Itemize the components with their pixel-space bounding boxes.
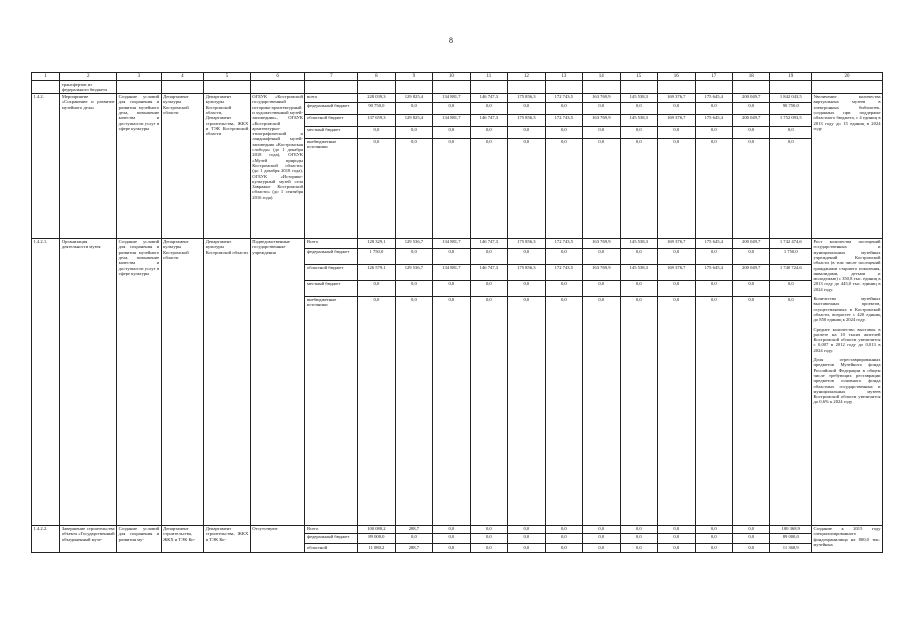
value-cell: 0,0 [358, 280, 395, 296]
value-cell: 0,0 [545, 533, 582, 543]
value-cell: 0,0 [508, 248, 545, 264]
value-cell: 134 881,7 [433, 114, 470, 126]
value-cell: 0,0 [733, 138, 770, 238]
row-coexecutor: Департамент культуры Костромской области, Департамент строительства, ЖКХ и ТЭК Костромской области [204, 93, 251, 238]
value-cell: 0,0 [733, 544, 770, 552]
row-executor: Департамент строительства, ЖКХ и ТЭК Ко- [161, 525, 204, 552]
value-cell: 0,0 [770, 138, 812, 238]
value-cell: 175 645,4 [695, 264, 732, 280]
header-col-2: 2 [60, 73, 117, 81]
row-code: 1.4.2.2. [32, 525, 60, 552]
value-cell: 169 376,7 [658, 238, 695, 248]
value-cell: 0,0 [433, 296, 470, 525]
value-cell: 200 049,7 [733, 264, 770, 280]
value-cell: 0,0 [695, 280, 732, 296]
value-cell: 0,0 [658, 126, 695, 138]
value-cell: 0,0 [658, 248, 695, 264]
value-cell: 288,7 [395, 525, 432, 533]
result-paragraph: Увеличение количества виртуальных музеев в электронных библиотек, созданных при поддержке областного бюджета, с 4 единиц в 2013 году до 15 единиц в 2024 году [813, 94, 881, 131]
value-cell: 129 825,4 [395, 93, 432, 102]
source-name: местный бюджет [305, 280, 358, 296]
source-name: местный бюджет [305, 126, 358, 138]
value-cell: 0,0 [620, 102, 657, 114]
value-cell: 0,0 [470, 102, 507, 114]
value-cell: 0,0 [395, 533, 432, 543]
source-name: Всего [305, 525, 358, 533]
row-result [812, 93, 883, 238]
header-col-19: 19 [770, 73, 812, 81]
value-cell: 146 747,3 [470, 264, 507, 280]
value-cell: 175 856,3 [508, 264, 545, 280]
value-cell: 1 740 724,6 [770, 264, 812, 280]
value-cell: 0,0 [545, 525, 582, 533]
row-name: Организация деятельности музея [60, 238, 117, 525]
value-cell: 146 747,3 [470, 114, 507, 126]
value-cell: 0,0 [508, 533, 545, 543]
result-paragraph: Создание к 2015 году специализированного фондохранилища на 800,0 тыс. музейных [813, 526, 881, 547]
row-participants: ОГБУК «Костромской государственный историко-архитектурный и художественный музей-заповедник», ОГБУК «Костромской архитектурно-этнографический и ландшафтный музей-заповедник «Костромская слобода» (до 1 декабря 2018 года), ОГБУК «Музей природы Костромской области» (до 1 декабря 2018 года), ОГБУК «Историко-культурный музей села Завражье Костромской области» (до 1 сентября 2016 года) [250, 93, 305, 238]
value-cell: 0,0 [583, 280, 620, 296]
value-cell: 0,0 [770, 126, 812, 138]
value-cell: 0,0 [583, 138, 620, 238]
header-col-18: 18 [733, 73, 770, 81]
header-col-6: 6 [250, 73, 305, 81]
value-cell: 145 538,3 [620, 238, 657, 248]
value-cell: 0,0 [583, 544, 620, 552]
value-cell: 137 659,3 [358, 114, 395, 126]
value-cell: 0,0 [733, 280, 770, 296]
source-name: областной бюджет [305, 264, 358, 280]
value-cell: 0,0 [620, 126, 657, 138]
header-col-5: 5 [204, 73, 251, 81]
value-cell: 175 645,4 [695, 114, 732, 126]
value-cell: 200 049,7 [733, 238, 770, 248]
value-cell: 175 856,3 [508, 93, 545, 102]
value-cell: 146 747,3 [470, 238, 507, 248]
value-cell: 0,0 [733, 296, 770, 525]
result-paragraph: Среднее количество выставок в расчете на 10 тысяч жителей Костромской области увеличится с 0,007 в 2012 году до 0,013 в 2024 году. [813, 326, 881, 353]
value-cell: 0,0 [583, 126, 620, 138]
source-row [32, 93, 883, 102]
row-executor: Департамент культуры Костромской области [161, 238, 204, 525]
value-cell: 0,0 [470, 126, 507, 138]
header-col-7: 7 [305, 73, 358, 81]
value-cell: 0,0 [583, 533, 620, 543]
row-goal: Создание условий для сохранения и развития му- [117, 525, 162, 552]
value-cell: 0,0 [358, 296, 395, 525]
value-cell: 172 743,5 [545, 264, 582, 280]
value-cell: 0,0 [733, 126, 770, 138]
value-cell: 11 080,2 [358, 544, 395, 552]
value-cell: 172 743,5 [545, 114, 582, 126]
value-cell: 175 856,3 [508, 238, 545, 248]
value-cell: 169 376,7 [658, 93, 695, 102]
value-cell: 175 856,3 [508, 114, 545, 126]
value-cell: 145 538,3 [620, 114, 657, 126]
value-cell: 0,0 [508, 102, 545, 114]
value-cell: 126 579,1 [358, 264, 395, 280]
value-cell: 175 645,4 [695, 238, 732, 248]
value-cell: 0,0 [433, 544, 470, 552]
value-cell: 0,0 [395, 102, 432, 114]
value-cell: 1 742 474,6 [770, 238, 812, 248]
value-cell: 175 645,4 [695, 93, 732, 102]
value-cell: 11 368,9 [770, 544, 812, 552]
value-cell: 0,0 [695, 525, 732, 533]
value-cell: 0,0 [583, 296, 620, 525]
source-name: федеральный бюджет [305, 102, 358, 114]
value-cell: 89 000,0 [770, 533, 812, 543]
value-cell: 0,0 [733, 248, 770, 264]
row-goal: Создание условий для сохранения и развития музейного дела, повышение качества и доступности услуг в сфере культуры [117, 93, 162, 238]
value-cell: 0,0 [658, 138, 695, 238]
value-cell: 100 080,2 [358, 525, 395, 533]
value-cell: 0,0 [695, 544, 732, 552]
source-name: областной бюджет [305, 114, 358, 126]
value-cell: 0,0 [470, 296, 507, 525]
header-col-20: 20 [812, 73, 883, 81]
value-cell: 0,0 [620, 525, 657, 533]
header-col-1: 1 [32, 73, 60, 81]
value-cell: 0,0 [658, 102, 695, 114]
value-cell: 0,0 [470, 544, 507, 552]
value-cell: 0,0 [695, 533, 732, 543]
value-cell: 0,0 [395, 280, 432, 296]
header-col-13: 13 [545, 73, 582, 81]
header-col-12: 12 [508, 73, 545, 81]
value-cell: 0,0 [470, 525, 507, 533]
value-cell: 163 769,9 [583, 114, 620, 126]
value-cell: 0,0 [545, 126, 582, 138]
value-cell: 1 750,0 [770, 248, 812, 264]
value-cell: 1 842 043,5 [770, 93, 812, 102]
source-name: федеральный бюджет [305, 533, 358, 543]
result-paragraph: Количество музейных выставочных проектов, осуществляемых в Костромской области, возрастет с 420 единиц до 850 единиц к 2024 году. [813, 296, 881, 323]
value-cell: 0,0 [508, 280, 545, 296]
source-name: федеральный бюджет [305, 248, 358, 264]
row-code: 1.4.2. [32, 93, 60, 238]
row-goal: Создание условий для сохранения и развития музейного дела, повышение качества и доступности услуг в сфере культуры [117, 238, 162, 525]
value-cell: 0,0 [733, 533, 770, 543]
value-cell: 0,0 [470, 138, 507, 238]
value-cell: 0,0 [470, 248, 507, 264]
value-cell: 134 881,7 [433, 238, 470, 248]
value-cell: 0,0 [733, 102, 770, 114]
value-cell: 1 752 093,5 [770, 114, 812, 126]
value-cell: 0,0 [358, 126, 395, 138]
program-table [31, 72, 883, 553]
header-col-3: 3 [117, 73, 162, 81]
header-col-9: 9 [395, 73, 432, 81]
row-coexecutor: Департамент строительства, ЖКХ и ТЭК Ко- [204, 525, 251, 552]
value-cell: 0,0 [433, 248, 470, 264]
value-cell: 0,0 [583, 102, 620, 114]
row-participants: Отсутствуют [250, 525, 305, 552]
value-cell: 0,0 [658, 296, 695, 525]
value-cell: 129 536,7 [395, 238, 432, 248]
value-cell: 0,0 [695, 126, 732, 138]
value-cell: 100 368,9 [770, 525, 812, 533]
row-coexecutor: Департамент культуры Костромской области [204, 238, 251, 525]
header-col-8: 8 [358, 73, 395, 81]
value-cell: 0,0 [583, 525, 620, 533]
value-cell: 0,0 [620, 296, 657, 525]
continuation-text: трансфертов из федерального бюджета [60, 81, 117, 94]
result-paragraph: Доля отреставрированных предметов Музейного фонда Российской Федерации в общем числе требующих реставрации предметов основного фонда областных государственных и муниципальных музеев Костромской области увеличится до 0,6% к 2024 году [813, 357, 881, 405]
header-col-16: 16 [658, 73, 695, 81]
value-cell: 0,0 [433, 533, 470, 543]
value-cell: 0,0 [545, 296, 582, 525]
value-cell: 0,0 [620, 280, 657, 296]
value-cell: 0,0 [395, 248, 432, 264]
value-cell: 1 750,0 [358, 248, 395, 264]
result-paragraph: Рост количества посещений государственных и муниципальных музейных учреждений Костромской области (в том числе посещений гражданами старшего поколения, инвалидами, детьми и молодежью) с 350,8 тыс. единиц в 2013 году до 445,0 тыс. единиц в 2024 году. [813, 239, 881, 292]
value-cell: 0,0 [733, 525, 770, 533]
value-cell: 0,0 [470, 280, 507, 296]
value-cell: 0,0 [395, 126, 432, 138]
source-name: внебюджетные источники [305, 296, 358, 525]
value-cell: 0,0 [545, 138, 582, 238]
value-cell: 134 881,7 [433, 264, 470, 280]
value-cell: 0,0 [770, 280, 812, 296]
value-cell: 0,0 [620, 248, 657, 264]
value-cell: 163 769,9 [583, 238, 620, 248]
source-row [32, 238, 883, 248]
value-cell: 0,0 [658, 525, 695, 533]
value-cell: 169 376,7 [658, 114, 695, 126]
value-cell: 288,7 [395, 544, 432, 552]
value-cell: 0,0 [470, 533, 507, 543]
value-cell: 0,0 [620, 533, 657, 543]
header-col-11: 11 [470, 73, 507, 81]
value-cell: 0,0 [433, 525, 470, 533]
value-cell: 145 538,3 [620, 264, 657, 280]
row-name: Мероприятие «Сохранение и развитие музейного дела» [60, 93, 117, 238]
header-col-10: 10 [433, 73, 470, 81]
value-cell: 0,0 [545, 280, 582, 296]
value-cell: 172 743,5 [545, 238, 582, 248]
value-cell: 90 750,0 [358, 102, 395, 114]
value-cell: 0,0 [358, 138, 395, 238]
value-cell: 200 049,7 [733, 93, 770, 102]
continuation-row [32, 81, 883, 94]
value-cell: 0,0 [508, 126, 545, 138]
source-name: областной [305, 544, 358, 552]
value-cell: 0,0 [658, 533, 695, 543]
header-col-14: 14 [583, 73, 620, 81]
value-cell: 200 049,7 [733, 114, 770, 126]
value-cell: 0,0 [583, 248, 620, 264]
header-col-17: 17 [695, 73, 732, 81]
value-cell: 0,0 [695, 102, 732, 114]
value-cell: 0,0 [695, 248, 732, 264]
page-number: 8 [449, 36, 453, 45]
value-cell: 0,0 [395, 296, 432, 525]
value-cell: 0,0 [508, 296, 545, 525]
value-cell: 0,0 [433, 138, 470, 238]
value-cell: 228 039,3 [358, 93, 395, 102]
value-cell: 90 750,0 [770, 102, 812, 114]
value-cell: 0,0 [658, 544, 695, 552]
value-cell: 89 000,0 [358, 533, 395, 543]
value-cell: 0,0 [433, 126, 470, 138]
value-cell: 0,0 [433, 102, 470, 114]
value-cell: 0,0 [545, 248, 582, 264]
source-row [32, 525, 883, 533]
value-cell: 0,0 [433, 280, 470, 296]
source-name: Всего [305, 238, 358, 248]
value-cell: 0,0 [695, 138, 732, 238]
value-cell: 0,0 [695, 296, 732, 525]
value-cell: 145 538,3 [620, 93, 657, 102]
source-name: всего [305, 93, 358, 102]
value-cell: 0,0 [658, 280, 695, 296]
value-cell: 0,0 [620, 138, 657, 238]
value-cell: 129 825,4 [395, 114, 432, 126]
value-cell: 0,0 [545, 102, 582, 114]
value-cell: 129 536,7 [395, 264, 432, 280]
row-result [812, 525, 883, 552]
value-cell: 0,0 [545, 544, 582, 552]
row-result [812, 238, 883, 525]
value-cell: 0,0 [508, 544, 545, 552]
value-cell: 0,0 [508, 525, 545, 533]
value-cell: 0,0 [395, 138, 432, 238]
header-col-4: 4 [161, 73, 204, 81]
value-cell: 169 376,7 [658, 264, 695, 280]
row-name: Завершение строительства объекта «Государственный объединенный музе- [60, 525, 117, 552]
row-executor: Департамент культуры Костромской области [161, 93, 204, 238]
value-cell: 146 747,3 [470, 93, 507, 102]
value-cell: 128 329,1 [358, 238, 395, 248]
value-cell: 0,0 [508, 138, 545, 238]
value-cell: 172 743,5 [545, 93, 582, 102]
row-code: 1.4.2.1. [32, 238, 60, 525]
value-cell: 134 881,7 [433, 93, 470, 102]
header-row [32, 73, 883, 81]
value-cell: 0,0 [770, 296, 812, 525]
header-col-15: 15 [620, 73, 657, 81]
row-participants: Подведомственные государственные учреждения [250, 238, 305, 525]
value-cell: 0,0 [620, 544, 657, 552]
source-name: внебюджетные источники [305, 138, 358, 238]
value-cell: 163 769,9 [583, 93, 620, 102]
value-cell: 163 769,9 [583, 264, 620, 280]
